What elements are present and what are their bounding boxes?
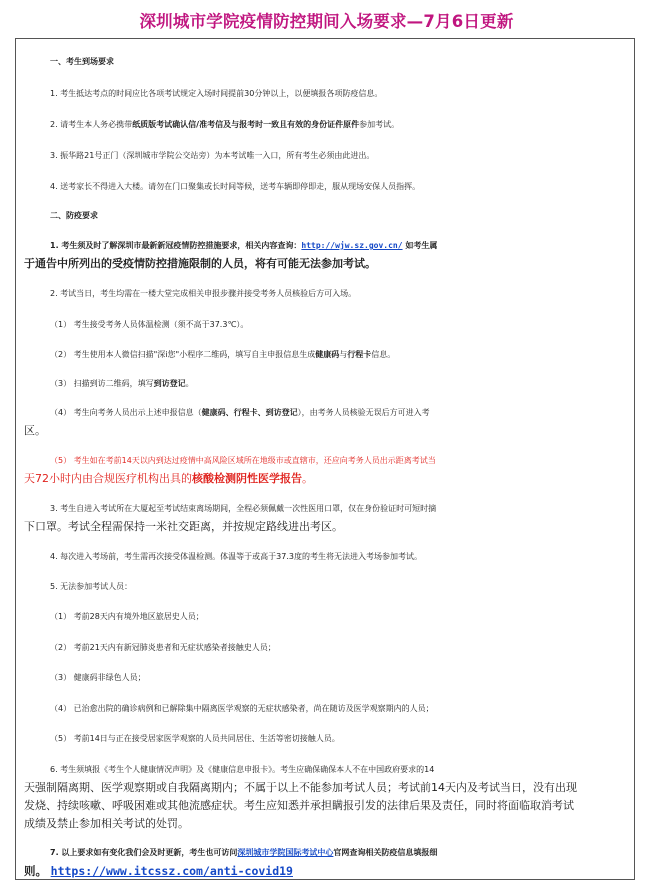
prevention-item-3-line2: 下口罩。考试全程需保持一米社交距离，并按规定路线进出考区。: [24, 520, 343, 533]
prevention-item-3-line1: 3. 考生自进入考试所在大厦起至考试结束离场期间，全程必须佩戴一次性医用口罩，仅在身份验证时可短时摘: [50, 504, 437, 513]
page-title: 深圳城市学院疫情防控期间入场要求—7月6日更新: [139, 12, 514, 31]
prevention-item-1-line2: 于通告中所列出的受疫情防控措施限制的人员，将有可能无法参加考试。: [24, 257, 376, 270]
prevention-item-7-line2: 则。 https://www.itcssz.com/anti-covid19: [24, 864, 293, 878]
prevention-item-4: 4. 每次进入考场前，考生需再次接受体温检测。体温等于或高于37.3度的考生将无法进入考场参加考试。: [50, 552, 422, 561]
step-5-line2: 天72小时内由合规医疗机构出具的核酸检测阴性医学报告。: [24, 472, 313, 485]
excluded-4: （4） 已治愈出院的确诊病例和已解除集中隔离医学观察的无症状感染者，尚在随访及医学观察期内的人员；: [50, 704, 434, 713]
step-4-line1: （4） 考生向考务人员出示上述申报信息（健康码、行程卡、到访登记），由考务人员核验无误后方可进入考: [50, 408, 430, 417]
section-heading-prevention: 二、防疫要求: [50, 211, 98, 220]
anti-covid-link[interactable]: https://www.itcssz.com/anti-covid19: [50, 864, 293, 878]
prevention-item-2: 2. 考试当日，考生均需在一楼大堂完成相关申报步骤并接受考务人员核验后方可入场。: [50, 289, 357, 298]
step-3: （3） 扫描到访二维码，填写到访登记。: [50, 379, 194, 388]
step-1: （1） 考生接受考务人员体温检测（须不高于37.3℃）。: [50, 320, 249, 329]
prevention-item-6-line3: 发烧、持续咳嗽、呼吸困难或其他流感症状。考生应知悉并承担瞒报引发的法律后果及责任，同时将面临取消考试: [24, 799, 574, 812]
content-box: [15, 38, 635, 880]
excluded-3: （3） 健康码非绿色人员；: [50, 673, 146, 682]
prevention-item-6-line1: 6. 考生须填报《考生个人健康情况声明》及《健康信息申报卡》。考生应确保确保本人不在中国政府要求的14: [50, 765, 435, 774]
section-heading-arrival: 一、考生到场要求: [50, 57, 114, 66]
excluded-1: （1） 考前28天内有境外地区旅居史人员；: [50, 612, 204, 621]
prevention-item-7-line1: 7. 以上要求如有变化我们会及时更新，考生也可访问深圳城市学院国际考试中心官网查询相关防疫信息填报细: [50, 848, 438, 857]
prevention-item-6-line2: 天强制隔离期、医学观察期或自我隔离期内；不属于以上不能参加考试人员；考试前14天内及考试当日，没有出现: [24, 781, 577, 794]
step-4-line2: 区。: [24, 424, 46, 437]
step-5-line1: （5） 考生如在考前14天以内到达过疫情中高风险区域所在地级市或直辖市，还应向考务人员出示距离考试当: [50, 456, 436, 465]
arrival-item-3: 3. 振华路21号正门（深圳城市学院公交站旁）为本考试唯一入口，所有考生必须由此进出。: [50, 151, 375, 160]
prevention-item-1-line1: 1. 考生须及时了解深圳市最新新冠疫情防控措施要求，相关内容查询：http://wjw.sz.gov.cn/ 如考生属: [50, 241, 438, 250]
arrival-item-4: 4. 送考家长不得进入大楼。请勿在门口聚集或长时间等候，送考车辆即停即走，服从现场安保人员指挥。: [50, 182, 421, 191]
prevention-item-6-line4: 成绩及禁止参加相关考试的处罚。: [24, 817, 189, 830]
arrival-item-2: 2. 请考生本人务必携带纸质版考试确认信/准考信及与报考时一致且有效的身份证件原件参加考试。: [50, 120, 400, 129]
prevention-item-5: 5. 无法参加考试人员：: [50, 582, 133, 591]
arrival-item-1: 1. 考生抵达考点的时间应比各项考试规定入场时间提前30分钟以上，以便填报各项防疫信息。: [50, 89, 383, 98]
test-center-link[interactable]: 深圳城市学院国际考试中心: [237, 848, 334, 857]
health-commission-link[interactable]: http://wjw.sz.gov.cn/: [301, 241, 403, 250]
excluded-2: （2） 考前21天内有新冠肺炎患者和无症状感染者接触史人员；: [50, 643, 276, 652]
excluded-5: （5） 考前14日与正在接受居家医学观察的人员共同居住、生活等密切接触人员。: [50, 734, 340, 743]
step-2: （2） 考生使用本人微信扫描"深i您"小程序二维码，填写自主申报信息生成健康码与行程卡信息。: [50, 350, 396, 359]
